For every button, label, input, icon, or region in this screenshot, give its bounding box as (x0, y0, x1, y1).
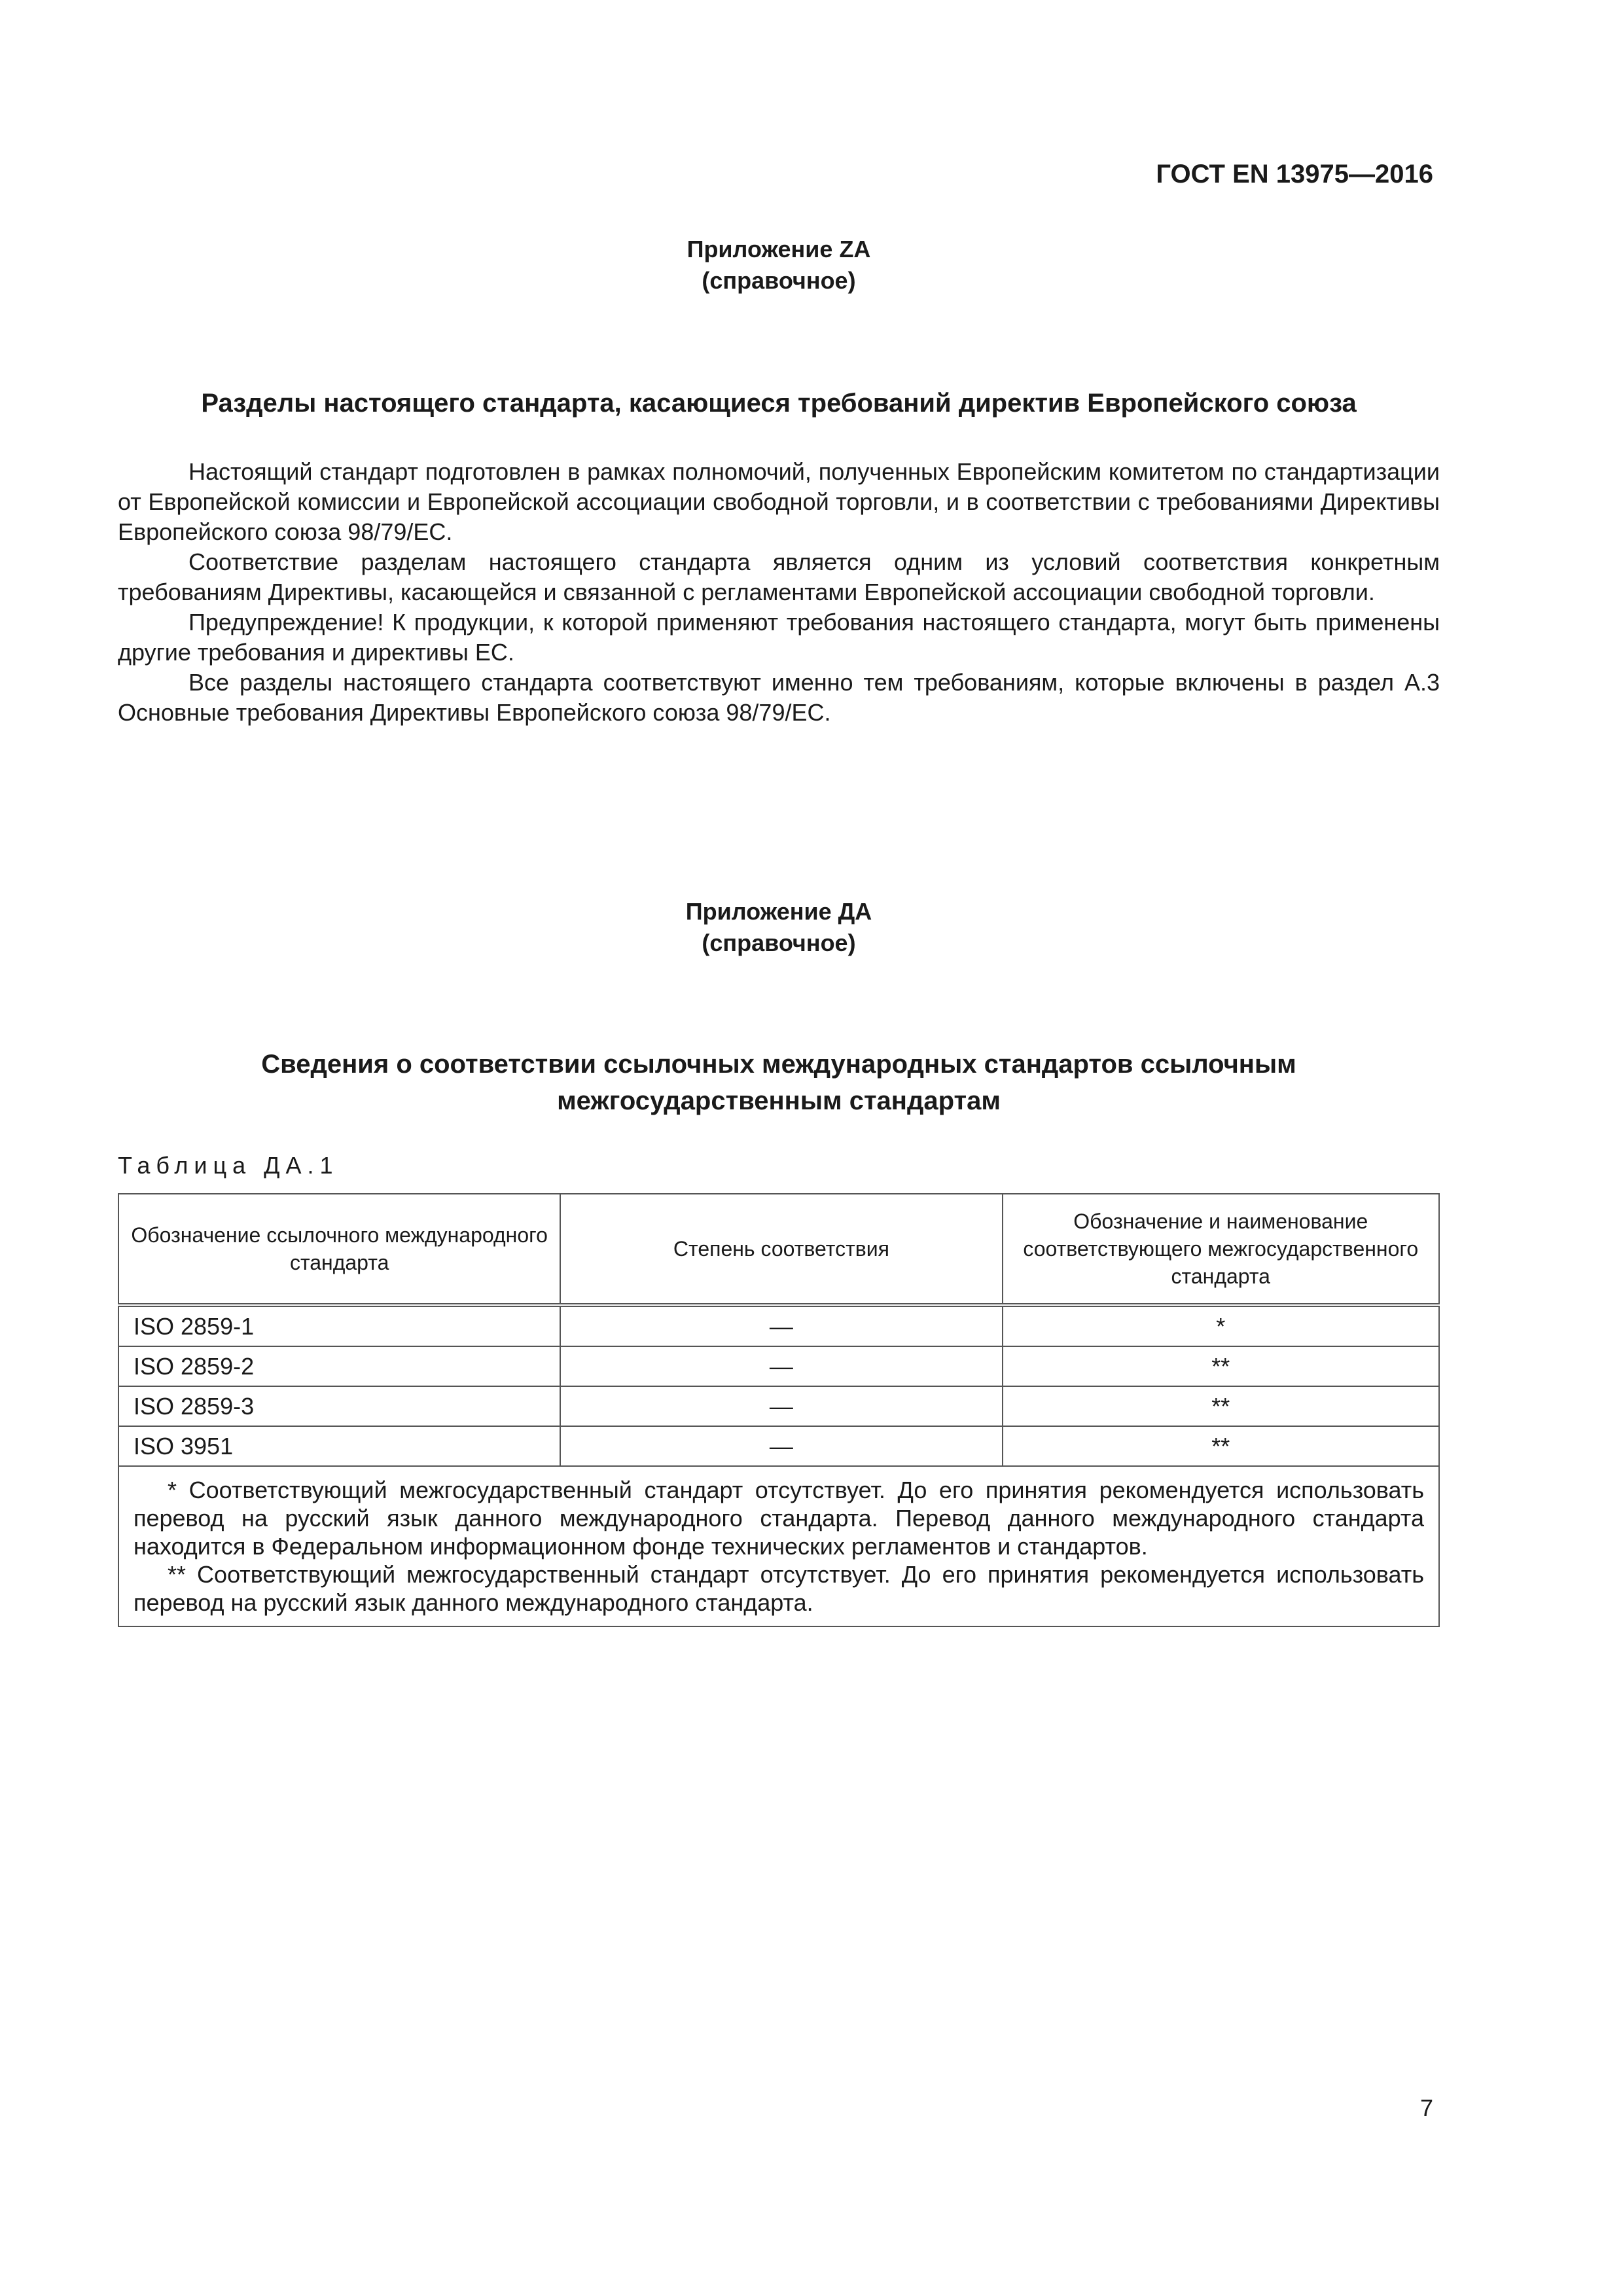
annex-za-paragraph-3: Предупреждение! К продукции, к которой применяют требования настоящего стандарта, могут быть применены другие требования и директивы ЕС. (118, 609, 1440, 666)
annex-za-body (118, 457, 1440, 728)
header-reference-standard: Обозначение ссылочного международного стандарта (118, 1194, 560, 1305)
header-degree-of-correspondence: Степень соответствия (560, 1194, 1002, 1305)
annex-da-heading-line-1: Сведения о соответствии ссылочных международных стандартов ссылочным (261, 1050, 1296, 1079)
cell-interstate: ** (1003, 1386, 1439, 1426)
cell-standard: ISO 2859-3 (118, 1386, 560, 1426)
table-row (118, 1426, 1439, 1466)
table-notes-row (118, 1466, 1439, 1626)
table-row (118, 1346, 1439, 1386)
annex-za-paragraph-4: Все разделы настоящего стандарта соответствуют именно тем требованиям, которые включены в раздел А.3 Основные требования Директивы Европейского союза 98/79/ЕС. (118, 669, 1440, 726)
annex-za-paragraph-1: Настоящий стандарт подготовлен в рамках полномочий, полученных Европейским комитетом по стандартизации от Европейской комиссии и Европейской ассоциации свободной торговли, и в соответствии с требованиями Директивы Европейского союза 98/79/ЕС. (118, 458, 1440, 545)
cell-degree: — (560, 1426, 1002, 1466)
page-number: 7 (1419, 2094, 1433, 2121)
table-header-row (118, 1194, 1439, 1305)
cell-standard: ISO 3951 (118, 1426, 560, 1466)
annex-za-subtitle: (справочное) (702, 267, 856, 294)
cell-degree: — (560, 1305, 1002, 1346)
annex-za-title: Приложение ZA (687, 236, 871, 262)
cell-standard: ISO 2859-1 (118, 1305, 560, 1346)
cell-interstate: ** (1003, 1426, 1439, 1466)
table-row (118, 1305, 1439, 1346)
cell-degree: — (560, 1346, 1002, 1386)
cell-interstate: * (1003, 1305, 1439, 1346)
table-note-1: * Соответствующий межгосударственный стандарт отсутствует. До его принятия рекомендуется использовать перевод на русский язык данного международного стандарта. Перевод данного международного стандарта находится в Федеральном информационном фонде технических регламентов и стандартов. (134, 1477, 1424, 1560)
table-notes (118, 1466, 1439, 1626)
header-interstate-standard: Обозначение и наименование соответствующего межгосударственного стандарта (1003, 1194, 1439, 1305)
correspondence-table (118, 1193, 1440, 1627)
annex-da-title: Приложение ДА (685, 898, 872, 925)
annex-za-heading: Разделы настоящего стандарта, касающиеся требований директив Европейского союза (201, 389, 1357, 418)
annex-da-subtitle: (справочное) (702, 929, 856, 956)
annex-za-paragraph-2: Соответствие разделам настоящего стандарта является одним из условий соответствия конкретным требованиям Директивы, касающейся и связанной с регламентами Европейской ассоциации свободной торговли. (118, 548, 1440, 605)
cell-interstate: ** (1003, 1346, 1439, 1386)
table-note-2: ** Соответствующий межгосударственный стандарт отсутствует. До его принятия рекомендуется использовать перевод на русский язык данного международного стандарта. (134, 1561, 1424, 1616)
table-row (118, 1386, 1439, 1426)
document-code: ГОСТ EN 13975—2016 (1156, 160, 1433, 188)
cell-standard: ISO 2859-2 (118, 1346, 560, 1386)
annex-da-heading-line-2: межгосударственным стандартам (557, 1086, 1001, 1115)
cell-degree: — (560, 1386, 1002, 1426)
table-caption: Таблица ДА.1 (118, 1152, 339, 1179)
